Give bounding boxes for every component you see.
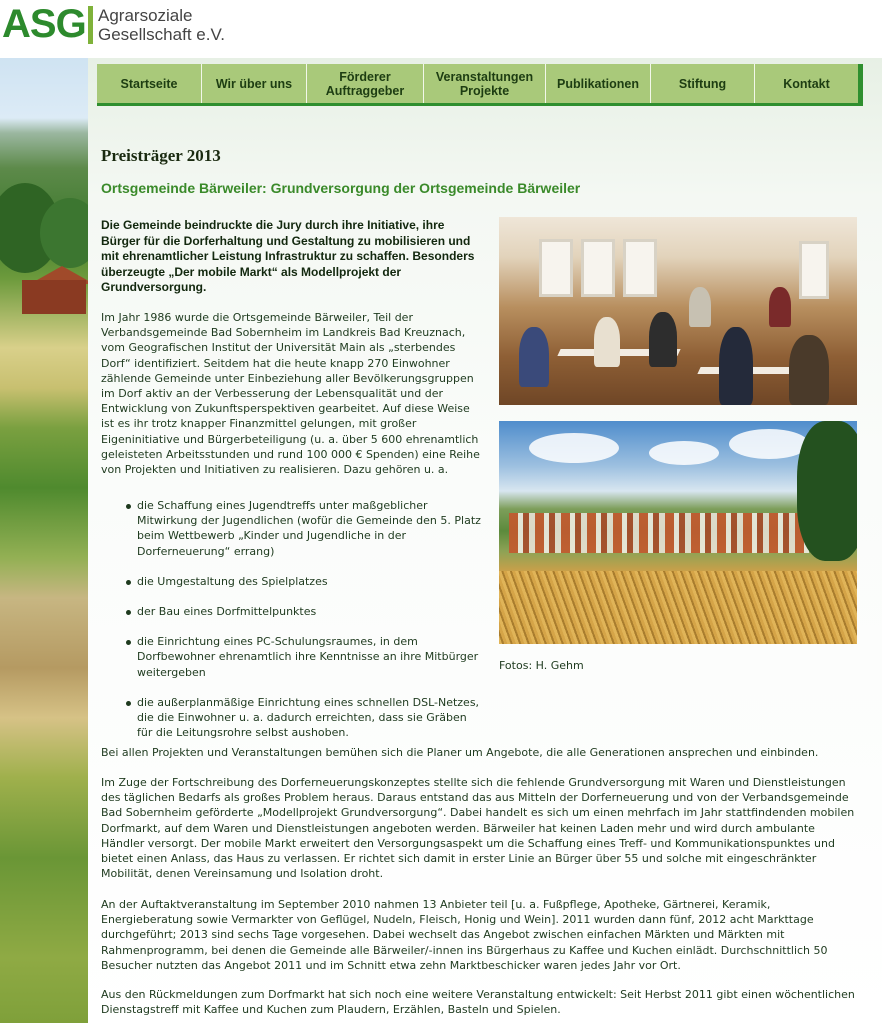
logo-line-2: Gesellschaft e.V. xyxy=(98,25,225,44)
asg-logo[interactable]: ASG xyxy=(2,2,86,46)
list-item: die Einrichtung eines PC-Schulungsraumes, in dem Dorfbewohner ehrenamtlich ihre Kenntnisse an ihre Mitbürger weitergeben xyxy=(101,634,481,680)
logo-divider xyxy=(88,6,93,44)
nav-item-kontakt[interactable]: Kontakt xyxy=(783,76,830,91)
list-item: der Bau eines Dorfmittelpunktes xyxy=(101,604,481,619)
body-paragraph-4: Aus den Rückmeldungen zum Dorfmarkt hat sich noch eine weitere Veranstaltung entwickelt: Seit Herbst 2011 gibt einen wöchentlichen Dienstagstreff mit Kaffee und Kuchen zum Plaudern, Erzählen, Basteln und Spielen. xyxy=(101,988,855,1017)
main-nav xyxy=(97,64,863,106)
photo-community-hall xyxy=(499,217,857,405)
site-header xyxy=(0,0,882,58)
nav-item-startseite[interactable]: Startseite xyxy=(97,64,202,103)
nav-item-foerderer[interactable]: Förderer Auftraggeber xyxy=(307,64,424,103)
list-item: die außerplanmäßige Einrichtung eines schnellen DSL-Netzes, die die Einwohner u. a. dadurch erreichten, dass sie Gräben für die Leitungsrohre selbst aushoben. xyxy=(101,695,481,741)
list-item: die Schaffung eines Jugendtreffs unter maßgeblicher Mitwirkung der Jugendlichen (wofür die Gemeinde den 5. Platz beim Wettbewerb „Kinder und Jugendliche in der Dorferneuerung“ errang) xyxy=(101,498,481,559)
nav-item-stiftung[interactable]: Stiftung xyxy=(651,64,755,103)
article-subtitle: Ortsgemeinde Bärweiler: Grundversorgung der Ortsgemeinde Bärweiler xyxy=(101,180,581,196)
nav-item-wir-ueber-uns[interactable]: Wir über uns xyxy=(202,64,307,103)
list-item: die Umgestaltung des Spielplatzes xyxy=(101,574,481,589)
lead-paragraph: Die Gemeinde beindruckte die Jury durch ihre Initiative, ihre Bürger für die Dorferhaltung und Gestaltung zu mobilisieren und mit ehrenamtlicher Leistung Infrastruktur zu schaffen. Besonders überzeugte „Der mobile Markt“ als Modellprojekt der Grundversorgung. xyxy=(101,218,475,294)
project-list xyxy=(101,498,481,755)
intro-paragraph: Im Jahr 1986 wurde die Ortsgemeinde Bärweiler, Teil der Verbandsgemeinde Bad Sobernheim im Landkreis Bad Kreuznach, vom Geografischen Institut der Universität Main als „sterbendes Dorf“ identifiziert. Seitdem hat die heute knapp 270 Einwohner zählende Gemeinde unter Einbeziehung aller Bevölkerungsgruppen im Dorf aktiv an der Verbesserung der Lebensqualität und der Entwicklung von Zukunftsperspektiven gearbeitet. Auf diese Weise ist es ihr trotz knapper Finanzmittel gelungen, mit großer Eigeninitiative und Bürgerbeteiligung (u. a. über 5 600 ehrenamtlich geleisteten Arbeitsstunden und rund 100 000 € Spenden) eine Reihe von Projekten und Initiativen zu realisieren. Dazu gehören u. a. xyxy=(101,311,480,477)
body-paragraph-3: An der Auftaktveranstaltung im September 2010 nahmen 13 Anbieter teil [u. a. Fußpflege, Apotheke, Gärtnerei, Keramik, Energieberatung sowie Vermarkter von Geflügel, Nudeln, Fleisch, Honig und Wein]. 2011 wurden dann fünf, 2012 acht Markttage durchgeführt; 2013 sind sechs Tage vorgesehen. Dabei wechselt das Angebot zwischen einfachen Märkten und Märkten mit Rahmenprogramm, bei denen die Gemeinde alle Bärweiler/-innen ins Bürgerhaus zu Kaffee und Kuchen einlädt. Durchschnittlich 50 Besucher nutzten das Angebot 2011 und im Schnitt etwa zehn Marktbeschicker waren jedes Jahr vor Ort. xyxy=(101,898,828,972)
logo-text[interactable] xyxy=(98,6,225,44)
landscape-strip-image xyxy=(0,58,88,1023)
body-paragraph-2: Im Zuge der Fortschreibung des Dorferneuerungskonzeptes stellte sich die fehlende Grundversorgung mit Waren und Dienstleistungen des täglichen Bedarfs als großes Problem heraus. Daraus entstand das aus Mitteln der Dorferneuerung und von der Verbandsgemeinde Bad Sobernheim geförderte „Modellprojekt Grundversorgung“. Dabei handelt es sich um einen mehrfach im Jahr stattfindenden mobilen Dorfmarkt, auf dem Waren und Dienstleistungen angeboten werden. Bärweiler hat keinen Laden mehr und wird durch ambulante Händler versorgt. Der mobile Markt erweitert den Versorgungsaspekt um die Schaffung eines Treff- und Kommunikationspunktes und bietet einen Anlass, das Haus zu verlassen. Er richtet sich damit in erster Linie an Bürger über 55 und solche mit eingeschränkter Mobilität, denen Vereinsamung und Isolation droht. xyxy=(101,776,855,881)
nav-item-publikationen[interactable]: Publikationen xyxy=(546,64,651,103)
logo-line-1: Agrarsoziale xyxy=(98,6,193,25)
page-title: Preisträger 2013 xyxy=(101,146,221,165)
photo-caption: Fotos: H. Gehm xyxy=(499,659,584,672)
nav-item-veranstaltungen[interactable]: Veranstaltungen Projekte xyxy=(424,64,546,103)
body-paragraph-1: Bei allen Projekten und Veranstaltungen bemühen sich die Planer um Angebote, die alle Generationen ansprechen und einbinden. xyxy=(101,746,819,759)
photo-village-wheat xyxy=(499,421,857,644)
